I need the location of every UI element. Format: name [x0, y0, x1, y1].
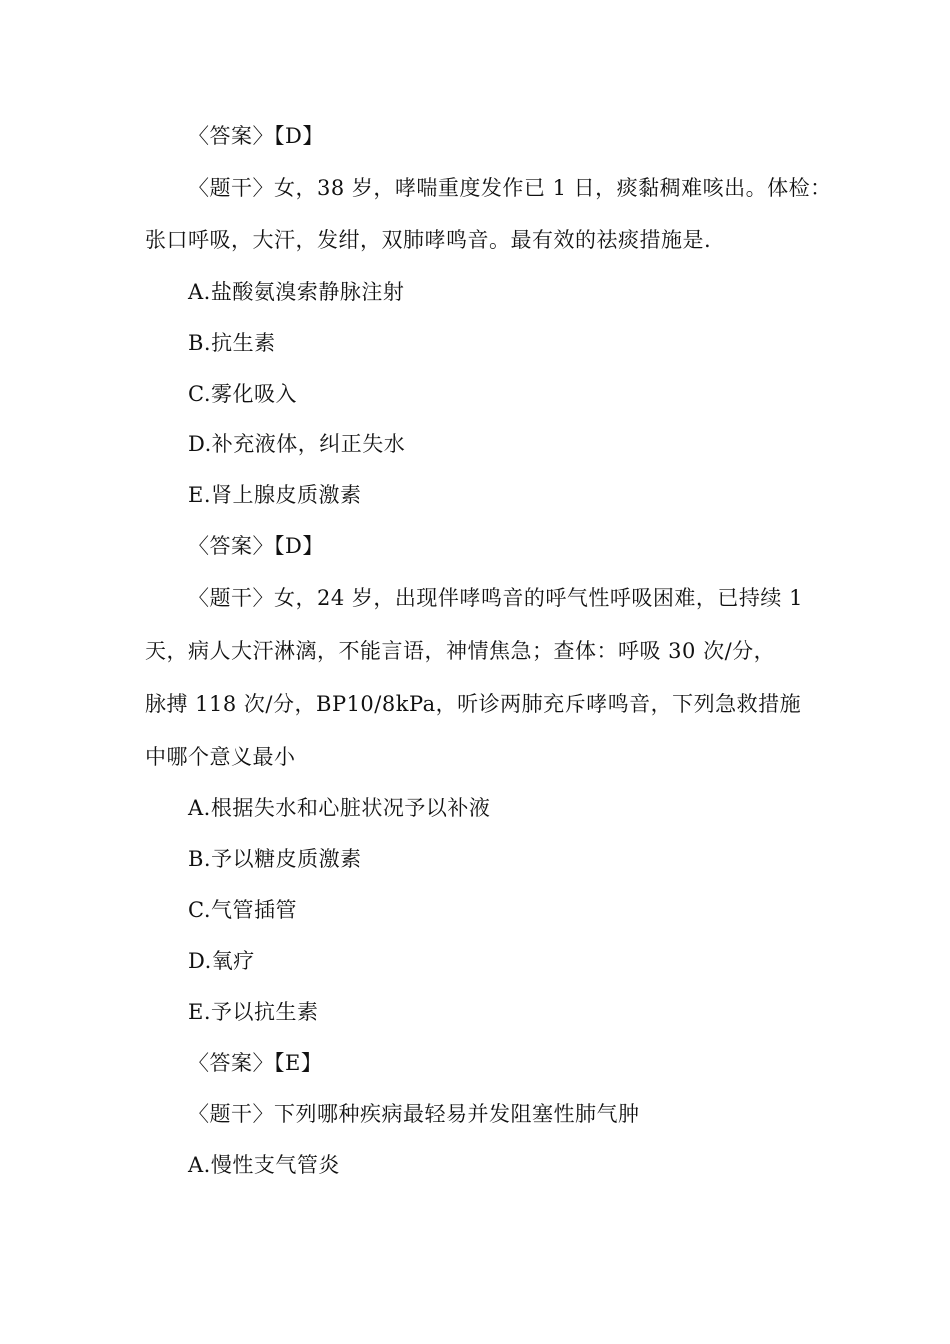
question-stem-continuation: 张口呼吸，大汗，发绀，双肺哮鸣音。最有效的祛痰措施是.	[145, 228, 712, 252]
option-b: B.抗生素	[188, 331, 276, 355]
answer-line: 〈答案〉【D】	[188, 534, 324, 558]
option-d: D.补充液体，纠正失水	[188, 432, 406, 456]
question-stem-line: 〈题干〉下列哪种疾病最轻易并发阻塞性肺气肿	[188, 1102, 640, 1126]
option-c: C.气管插管	[188, 898, 297, 922]
question-stem-continuation: 天，病人大汗淋漓，不能言语，神情焦急；查体：呼吸 30 次/分，	[145, 639, 776, 663]
option-a: A.盐酸氨溴索静脉注射	[188, 280, 405, 304]
option-c: C.雾化吸入	[188, 382, 297, 406]
option-e: E.予以抗生素	[188, 1000, 319, 1024]
question-stem-continuation: 中哪个意义最小	[145, 745, 296, 769]
option-a: A.根据失水和心脏状况予以补液	[188, 796, 491, 820]
answer-line: 〈答案〉【E】	[188, 1051, 323, 1075]
question-stem-line: 〈题干〉女，24 岁，出现伴哮鸣音的呼气性呼吸困难，已持续 1	[188, 586, 803, 610]
option-b: B.予以糖皮质激素	[188, 847, 362, 871]
option-a: A.慢性支气管炎	[188, 1153, 340, 1177]
answer-line: 〈答案〉【D】	[188, 124, 324, 148]
question-stem-line: 〈题干〉女，38 岁，哮喘重度发作已 1 日，痰黏稠难咳出。体检：	[188, 176, 832, 200]
question-stem-continuation: 脉搏 118 次/分，BP10/8kPa，听诊两肺充斥哮鸣音，下列急救措施	[145, 692, 802, 716]
option-e: E.肾上腺皮质激素	[188, 483, 362, 507]
option-d: D.氧疗	[188, 949, 255, 973]
